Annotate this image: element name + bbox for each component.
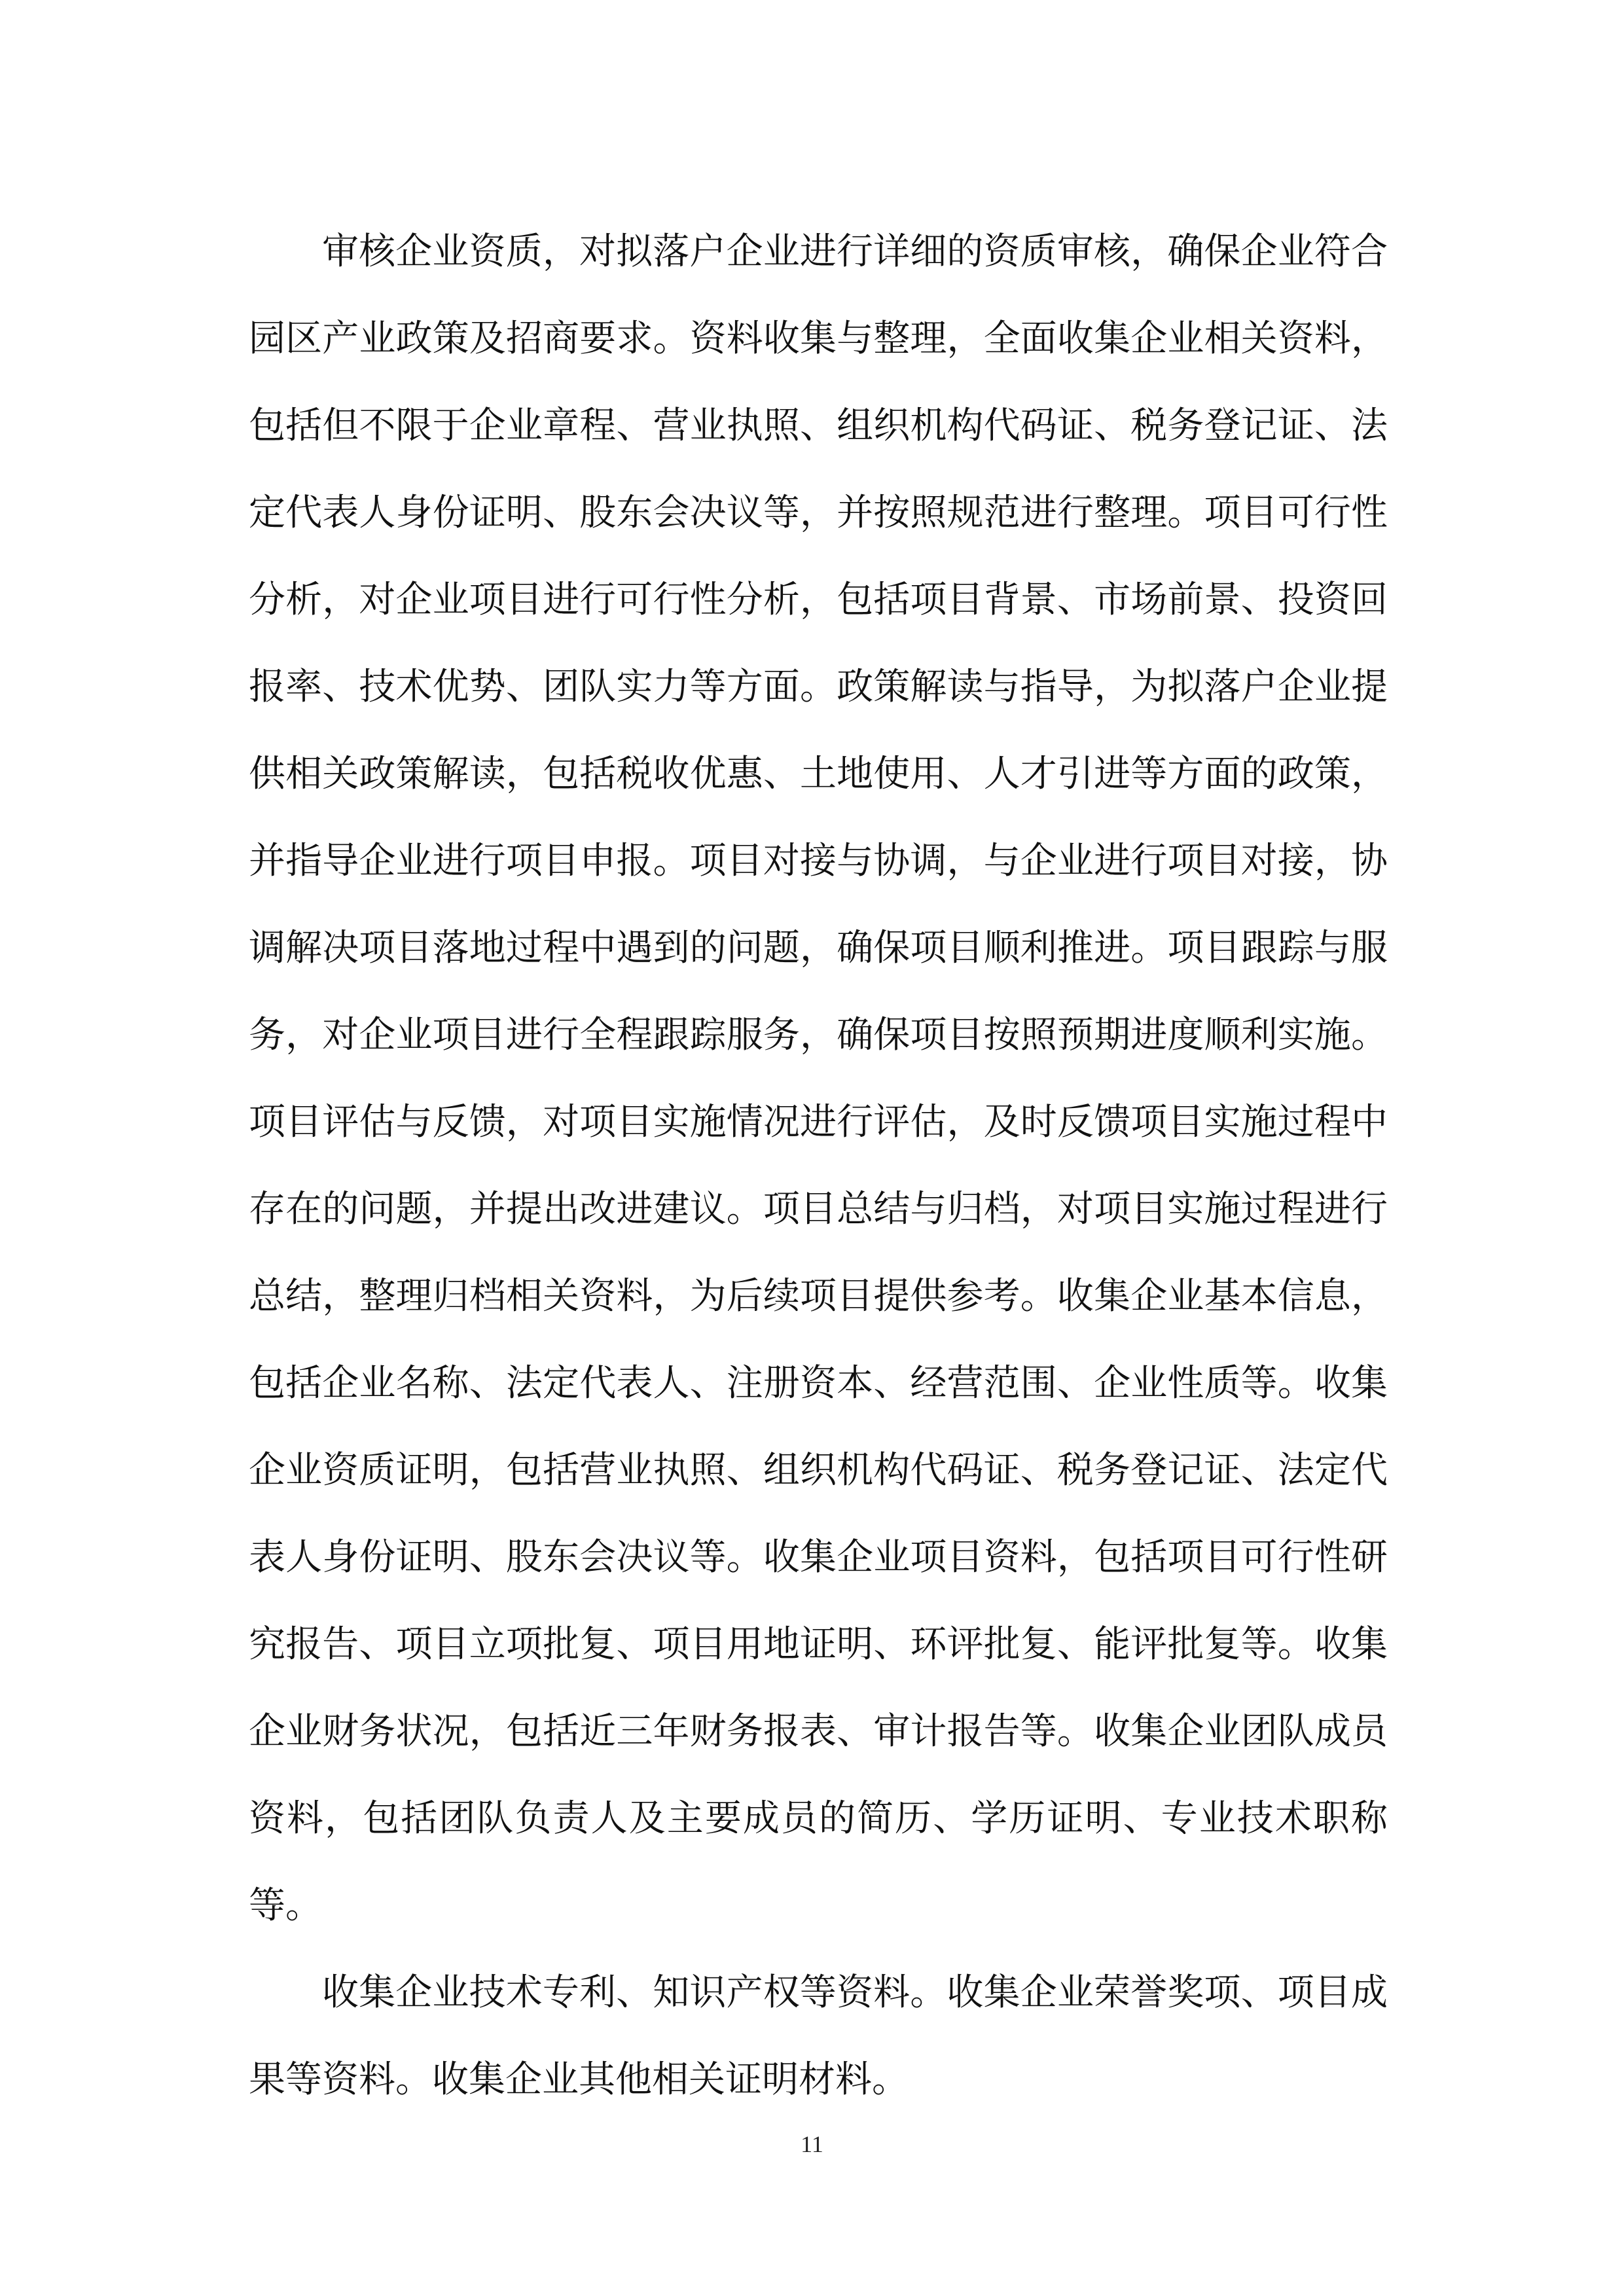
body-text [249, 208, 1388, 2123]
paragraph-1: 审核企业资质，对拟落户企业进行详细的资质审核，确保企业符合园区产业政策及招商要求。资料收集与整理，全面收集企业相关资料，包括但不限于企业章程、营业执照、组织机构代码证、税务登记证、法定代表人身份证明、股东会决议等，并按照规范进行整理。项目可行性分析，对企业项目进行可行性分析，包括项目背景、市场前景、投资回报率、技术优势、团队实力等方面。政策解读与指导，为拟落户企业提供相关政策解读，包括税收优惠、土地使用、人才引进等方面的政策，并指导企业进行项目申报。项目对接与协调，与企业进行项目对接，协调解决项目落地过程中遇到的问题，确保项目顺利推进。项目跟踪与服务，对企业项目进行全程跟踪服务，确保项目按照预期进度顺利实施。项目评估与反馈，对项目实施情况进行评估，及时反馈项目实施过程中存在的问题，并提出改进建议。项目总结与归档，对项目实施过程进行总结，整理归档相关资料，为后续项目提供参考。收集企业基本信息，包括企业名称、法定代表人、注册资本、经营范围、企业性质等。收集企业资质证明，包括营业执照、组织机构代码证、税务登记证、法定代表人身份证明、股东会决议等。收集企业项目资料，包括项目可行性研究报告、项目立项批复、项目用地证明、环评批复、能评批复等。收集企业财务状况，包括近三年财务报表、审计报告等。收集企业团队成员资料，包括团队负责人及主要成员的简历、学历证明、专业技术职称等。 [249, 230, 1388, 1927]
paragraph-2: 收集企业技术专利、知识产权等资料。收集企业荣誉奖项、项目成果等资料。收集企业其他相关证明材料。 [249, 1971, 1388, 2101]
page-number: 11 [801, 2131, 823, 2157]
